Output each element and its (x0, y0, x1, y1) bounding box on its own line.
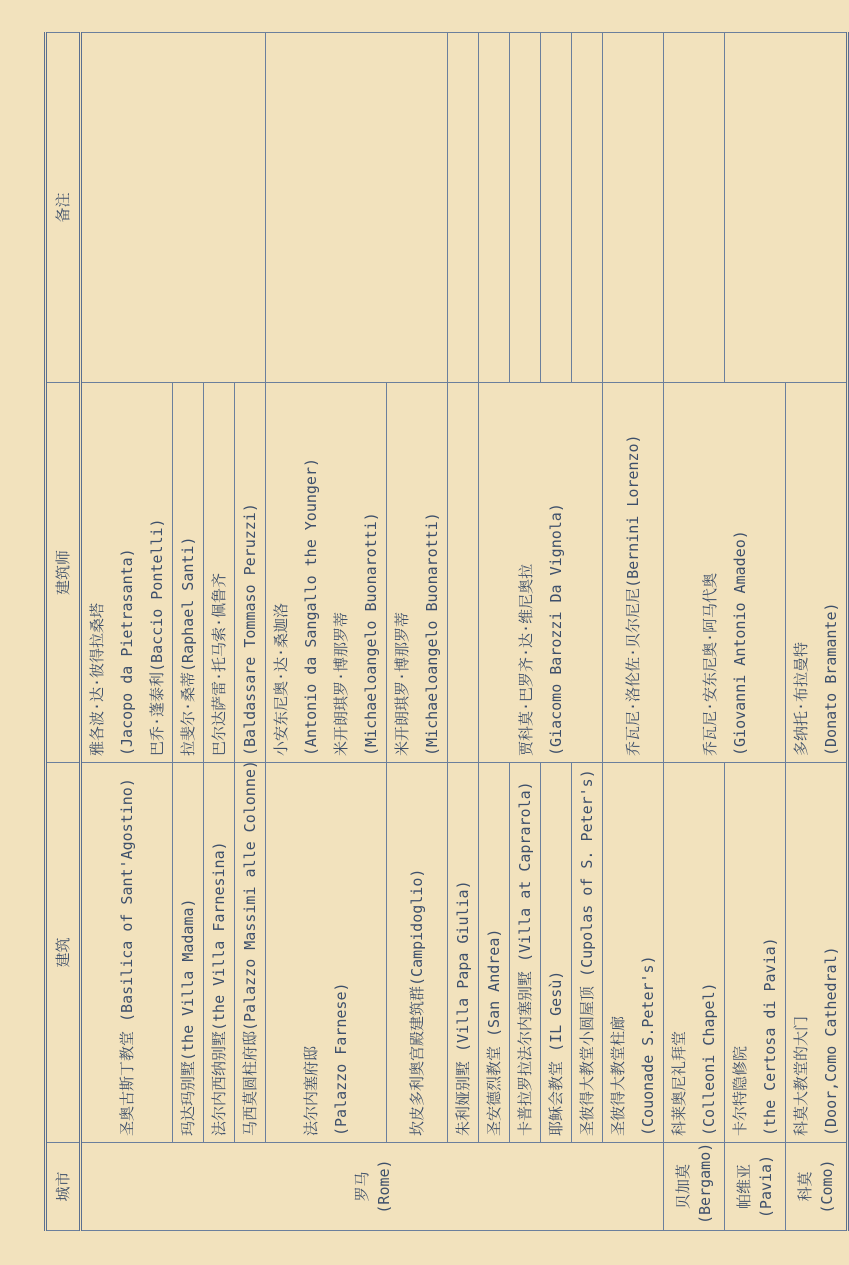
building-cell: 圣奥古斯丁教堂 (Basilica of Sant'Agostino) (81, 763, 173, 1143)
notes-cell (603, 33, 664, 383)
notes-cell (541, 33, 572, 383)
building-cell (603, 763, 664, 1143)
architect-cell (664, 383, 786, 763)
city-rome (81, 1143, 664, 1231)
table-row (81, 33, 173, 1231)
city-como (786, 1143, 848, 1231)
notes-cell (266, 33, 448, 383)
table-row (479, 33, 510, 1231)
architect-cell (266, 383, 387, 763)
building-cell (725, 763, 786, 1143)
architect-cell (479, 383, 603, 763)
city-name-zh: 科莫 (796, 1171, 814, 1202)
architect-cell (786, 383, 848, 763)
architect-line: 雅各波·达·彼得拉桑塔 (88, 602, 106, 756)
building-cell: 卡普拉罗拉法尔内塞别墅 (Villa at Caprarola) (510, 763, 541, 1143)
city-name-zh: 帕维亚 (735, 1164, 753, 1210)
building-cell: 耶稣会教堂 (IL Gesù) (541, 763, 572, 1143)
architect-line: (Jacopo da Pietrasanta) (118, 548, 136, 756)
header-architect: 建筑师 (46, 383, 81, 763)
notes-cell (81, 33, 266, 383)
architect-cell: 巴尔达萨雷·托马索·佩鲁齐 (204, 383, 235, 763)
building-cell (786, 763, 848, 1143)
table-row (266, 33, 387, 1231)
notes-cell (664, 33, 725, 383)
building-line: 卡尔特隐修院 (731, 1045, 749, 1136)
building-cell: 马西莫圆柱府邸(Palazzo Massimi alle Colonne) (235, 763, 266, 1143)
header-notes: 备注 (46, 33, 81, 383)
architect-cell: 拉斐尔·桑蒂(Raphael Santi) (173, 383, 204, 763)
building-line: (Palazzo Farnese) (332, 982, 350, 1136)
city-name-en: (Como) (818, 1159, 836, 1214)
table-row (603, 33, 664, 1231)
building-cell: 玛达玛别墅(the Villa Madama) (173, 763, 204, 1143)
architect-line: 巴乔·蓬泰利(Baccio Pontelli) (148, 518, 166, 756)
building-cell: 坎皮多利奥宫殿建筑群(Campidoglio) (387, 763, 448, 1143)
architect-cell (81, 383, 173, 763)
notes-cell (725, 33, 848, 383)
city-pavia (725, 1143, 786, 1231)
building-cell (664, 763, 725, 1143)
architect-line: (Antonio da Sangallo the Younger) (302, 457, 320, 756)
city-name-en: (Pavia) (757, 1154, 775, 1219)
header-row (46, 33, 81, 1231)
architect-line: 多纳托·布拉曼特 (792, 641, 810, 756)
notes-cell (448, 33, 479, 383)
architect-line: 米开朗琪罗·博那罗蒂 (393, 611, 411, 756)
architect-line: 贾科莫·巴罗齐·达·维尼奥拉 (516, 563, 535, 756)
city-bergamo (664, 1143, 725, 1231)
building-line: 法尔内塞府邸 (302, 1045, 320, 1136)
notes-cell (572, 33, 603, 383)
table-row (664, 33, 725, 1231)
building-line: (the Certosa di Pavia) (761, 937, 779, 1136)
building-line: (Door,Como Cathedral) (822, 946, 840, 1136)
city-name-en: (Rome) (374, 1159, 393, 1214)
architect-line: 乔瓦尼·安东尼奥·阿马代奥 (700, 572, 719, 756)
building-cell: 朱利娅别墅 (Villa Papa Giulia) (448, 763, 479, 1143)
architect-line: (Michaeloangelo Buonarotti) (423, 512, 441, 756)
architect-line: (Giovanni Antonio Amadeo) (730, 530, 749, 756)
table-row (448, 33, 479, 1231)
architect-line: 米开朗琪罗·博那罗蒂 (332, 611, 350, 756)
architect-cell: 乔瓦尼·洛伦佐·贝尔尼尼(Bernini Lorenzo) (603, 383, 664, 763)
city-name-en: (Bergamo) (696, 1142, 714, 1224)
architect-line: (Donato Bramante) (822, 602, 840, 756)
city-name-zh: 罗马 (352, 1171, 371, 1202)
architect-line: (Giacomo Barozzi Da Vignola) (546, 503, 565, 756)
building-cell: 法尔内西纳别墅(the Villa Farnesina) (204, 763, 235, 1143)
architecture-table (44, 32, 849, 1231)
header-city: 城市 (46, 1143, 81, 1231)
architect-line: 小安东尼奥·达·桑迦洛 (272, 602, 290, 756)
building-line: 圣彼得大教堂柱廊 (609, 1015, 627, 1136)
architect-line: (Michaeloangelo Buonarotti) (362, 512, 380, 756)
architect-cell (387, 383, 448, 763)
building-cell: 圣安德烈教堂 (San Andrea) (479, 763, 510, 1143)
notes-cell (479, 33, 510, 383)
building-cell: 圣彼得大教堂小圆屋顶 (Cupolas of S. Peter's) (572, 763, 603, 1143)
city-name-zh: 贝加莫 (674, 1164, 692, 1210)
architect-cell (448, 383, 479, 763)
building-line: 科莫大教堂的大门 (792, 1015, 810, 1136)
header-building: 建筑 (46, 763, 81, 1143)
building-line: (Colleoni Chapel) (700, 982, 718, 1136)
notes-cell (510, 33, 541, 383)
building-cell (266, 763, 387, 1143)
rotated-table-wrapper (44, 32, 840, 1231)
building-line: 科莱奥尼礼拜堂 (670, 1030, 688, 1136)
architect-cell: (Baldassare Tommaso Peruzzi) (235, 383, 266, 763)
building-line: (Couonade S.Peter's) (639, 955, 657, 1136)
